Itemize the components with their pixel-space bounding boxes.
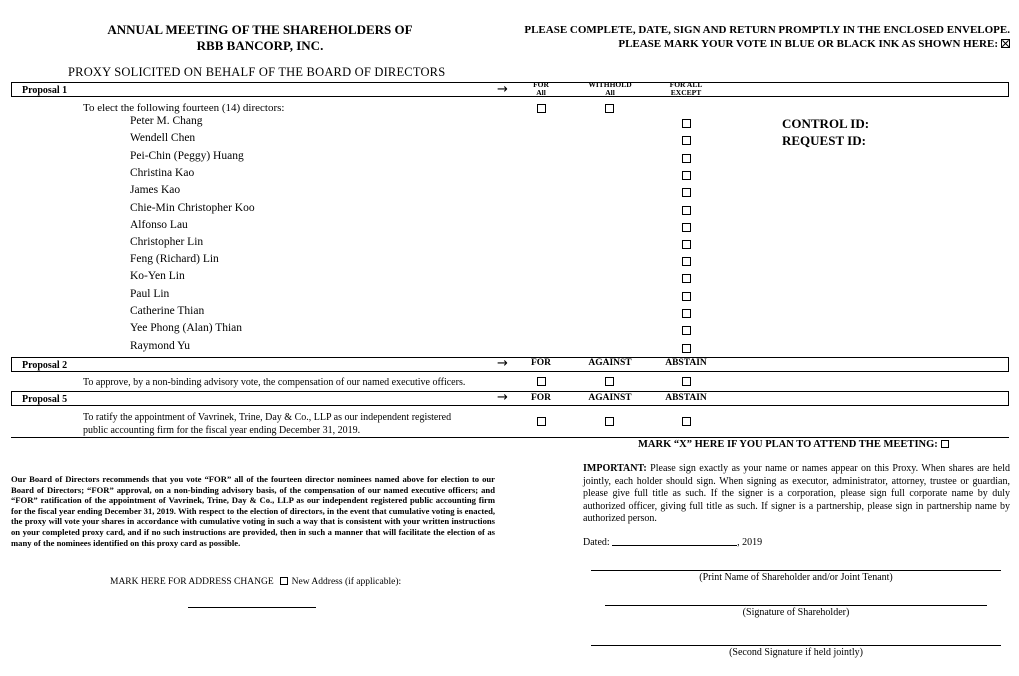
nominee-except-checkbox[interactable]: [682, 344, 691, 353]
nominee-except-checkbox[interactable]: [682, 171, 691, 180]
proposal-5-against-checkbox[interactable]: [605, 417, 614, 426]
proposal-2-for-checkbox[interactable]: [537, 377, 546, 386]
address-change-checkbox[interactable]: [280, 577, 288, 585]
proposal-1-description: To elect the following fourteen (14) directors:: [83, 102, 285, 114]
section-divider: [11, 437, 1009, 438]
nominee-name: Ko-Yen Lin: [130, 270, 185, 282]
dated-year: , 2019: [737, 537, 763, 548]
company-name: RBB BANCORP, INC.: [196, 38, 324, 53]
attend-meeting-checkbox[interactable]: [941, 440, 949, 448]
proposal-2-description: To approve, by a non-binding advisory vote, the compensation of our named executive officers.: [83, 377, 466, 388]
proposal-2-abstain-header: ABSTAIN: [665, 358, 707, 368]
proposal-2-bar: [11, 357, 1009, 372]
marked-checkbox-example-icon: [1001, 39, 1010, 48]
nominee-name: Paul Lin: [130, 288, 170, 300]
address-change-label: MARK HERE FOR ADDRESS CHANGE: [110, 577, 274, 587]
col-withhold-line1: WITHHOLD: [588, 80, 632, 89]
nominee-name: Pei-Chin (Peggy) Huang: [130, 150, 244, 162]
second-signature-line[interactable]: [591, 645, 1001, 646]
proposal-5-bar: [11, 391, 1009, 406]
nominee-name: Peter M. Chang: [130, 115, 203, 127]
proposal-2-label: Proposal 2: [22, 360, 68, 371]
nominee-name: Raymond Yu: [130, 340, 190, 352]
important-text: Please sign exactly as your name or names appear on this Proxy. When shares are held jointly, each holder should sign. When signing as executor, administrator, attorney, trustee or guardian, please give full title as such. If the signer is a corporation, please sign full corporate name by duly authorized officer, giving full title as such. If signer is a partnership, please sign in partnership name by authorized person.: [583, 463, 1010, 524]
request-id-label: REQUEST ID:: [782, 133, 866, 148]
proposal-1-withhold-all-checkbox[interactable]: [605, 104, 614, 113]
proposal-1-label: Proposal 1: [22, 85, 68, 96]
proposal-2-for-header: FOR: [530, 358, 552, 368]
nominee-name: James Kao: [130, 184, 181, 196]
proposal-2-against-checkbox[interactable]: [605, 377, 614, 386]
nominee-name: Feng (Richard) Lin: [130, 253, 219, 265]
nominee-except-checkbox[interactable]: [682, 206, 691, 215]
signature-line[interactable]: [605, 605, 987, 606]
board-recommendation: Our Board of Directors recommends that you vote “FOR” all of the fourteen director nominees named above for election to our Board of Directors; “FOR” approval, on a non-binding advisory basis, of the compensation of our named executive officers; and “FOR” ratification of the appointment of Vavrinek, Trine, Day & Co., LLP as our independent registered public accounting firm for the fiscal year ending December 31, 2019. With respect to the election of directors, in the event that cumulative voting is enacted, the proxy will vote your shares in accordance with cumulative voting in such a way that is consistent with your written instructions on your completed proxy card, and if no such instructions are provided, then in such a manner that will facilitate the election of as many of the nominees identified on this proxy card as possible.: [11, 474, 495, 548]
nominee-name: Christina Kao: [130, 167, 195, 179]
ink-instruction: [618, 38, 1010, 50]
nominee-name: Christopher Lin: [130, 236, 204, 248]
nominee-name: Alfonso Lau: [130, 219, 188, 231]
nominee-except-checkbox[interactable]: [682, 136, 691, 145]
arrow-right-icon: →: [497, 356, 508, 371]
nominee-name: Yee Phong (Alan) Thian: [130, 322, 243, 334]
control-id-label: CONTROL ID:: [782, 116, 870, 131]
meeting-title-line1: ANNUAL MEETING OF THE SHAREHOLDERS OF: [107, 22, 413, 37]
col-except-line1: FOR ALL: [669, 80, 703, 89]
proposal-5-for-header: FOR: [530, 393, 552, 403]
dated-row: [583, 537, 762, 548]
proposal-5-abstain-header: ABSTAIN: [665, 393, 707, 403]
col-except-line2: EXCEPT: [670, 88, 702, 97]
proposal-5-against-header: AGAINST: [588, 393, 632, 403]
nominee-except-checkbox[interactable]: [682, 240, 691, 249]
second-signature-caption: (Second Signature if held jointly): [729, 647, 863, 658]
proposal-1-bar: [11, 82, 1009, 97]
proposal-2-against-header: AGAINST: [588, 358, 632, 368]
nominee-except-checkbox[interactable]: [682, 309, 691, 318]
nominee-name: Catherine Thian: [130, 305, 205, 317]
col-for-all-line1: FOR: [533, 80, 549, 89]
proposal-1-for-all-checkbox[interactable]: [537, 104, 546, 113]
col-withhold-all-header: [580, 81, 640, 97]
proposal-2-abstain-checkbox[interactable]: [682, 377, 691, 386]
print-name-caption: (Print Name of Shareholder and/or Joint Tenant): [699, 572, 893, 583]
signing-instructions: [583, 463, 1010, 526]
nominee-except-checkbox[interactable]: [682, 188, 691, 197]
proposal-5-description-line1: To ratify the appointment of Vavrinek, Trine, Day & Co., LLP as our independent registered: [83, 412, 452, 423]
dated-label: Dated:: [583, 537, 610, 548]
return-instruction: PLEASE COMPLETE, DATE, SIGN AND RETURN PROMPTLY IN THE ENCLOSED ENVELOPE.: [524, 24, 1010, 36]
signature-caption: (Signature of Shareholder): [742, 607, 850, 618]
arrow-right-icon: →: [497, 390, 508, 405]
meeting-title: [90, 22, 430, 54]
date-field[interactable]: [612, 545, 737, 546]
col-for-all-except-header: [656, 81, 716, 97]
nominee-except-checkbox[interactable]: [682, 274, 691, 283]
nominee-name: Wendell Chen: [130, 132, 196, 144]
nominee-except-checkbox[interactable]: [682, 223, 691, 232]
arrow-right-icon: →: [497, 82, 508, 97]
col-for-all-header: [520, 81, 562, 97]
nominee-except-checkbox[interactable]: [682, 119, 691, 128]
print-name-line[interactable]: [591, 570, 1001, 571]
col-for-all-line2: All: [536, 88, 546, 97]
nominee-except-checkbox[interactable]: [682, 154, 691, 163]
nominee-except-checkbox[interactable]: [682, 257, 691, 266]
address-change-row: [110, 577, 401, 587]
proxy-solicited-heading: PROXY SOLICITED ON BEHALF OF THE BOARD OF DIRECTORS: [68, 65, 446, 79]
proposal-5-abstain-checkbox[interactable]: [682, 417, 691, 426]
new-address-label: New Address (if applicable):: [291, 577, 402, 587]
col-withhold-line2: All: [605, 88, 615, 97]
ink-instruction-text: PLEASE MARK YOUR VOTE IN BLUE OR BLACK INK AS SHOWN HERE:: [618, 38, 998, 50]
new-address-field[interactable]: [188, 607, 316, 608]
attend-meeting-label: MARK “X” HERE IF YOU PLAN TO ATTEND THE MEETING:: [638, 439, 938, 450]
nominee-except-checkbox[interactable]: [682, 292, 691, 301]
proposal-5-description-line2: public accounting firm for the fiscal year ending December 31, 2019.: [83, 425, 361, 436]
proposal-5-label: Proposal 5: [22, 394, 68, 405]
attend-meeting-row: [638, 439, 949, 450]
nominee-except-checkbox[interactable]: [682, 326, 691, 335]
important-lead: IMPORTANT:: [583, 463, 647, 474]
proposal-5-for-checkbox[interactable]: [537, 417, 546, 426]
nominee-name: Chie-Min Christopher Koo: [130, 202, 255, 214]
